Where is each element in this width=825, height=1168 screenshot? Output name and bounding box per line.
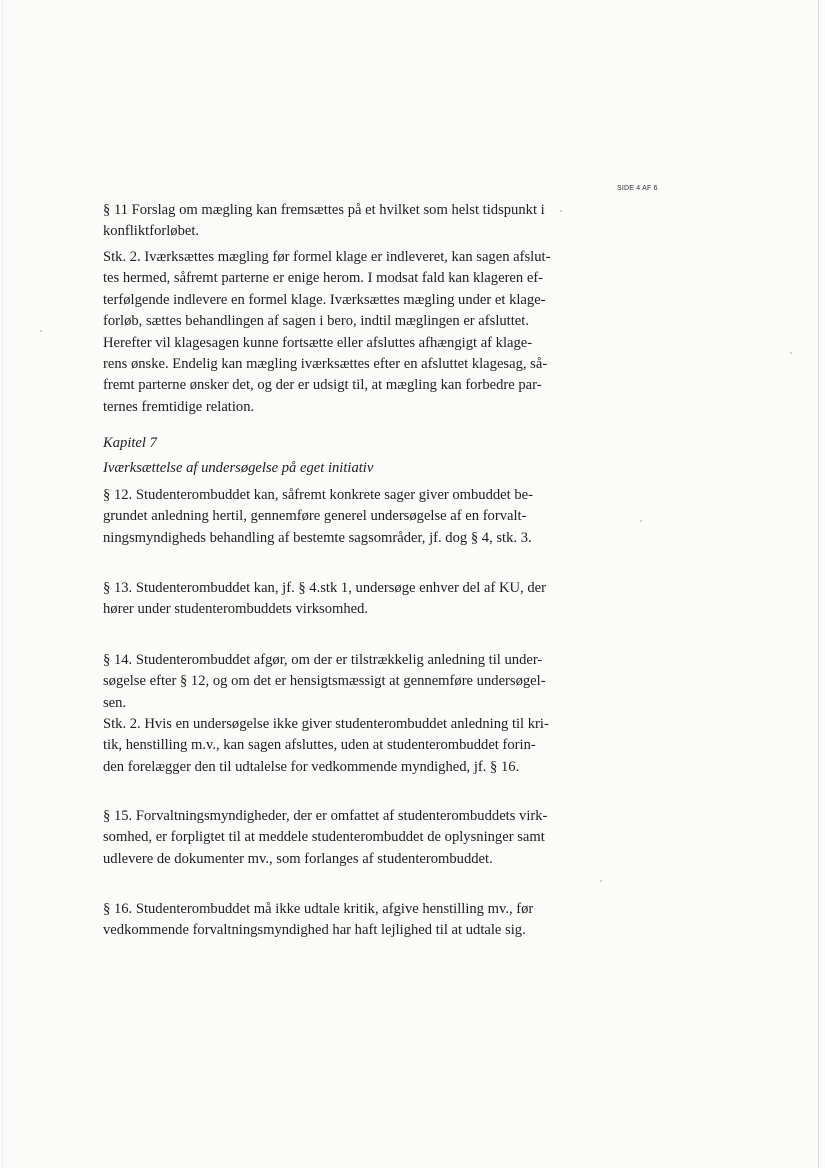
scan-speck xyxy=(790,352,792,354)
page-edge-right xyxy=(818,0,819,1168)
paragraph-s14-stk2 xyxy=(103,714,593,778)
text-line: ternes fremtidige relation. xyxy=(103,398,255,415)
text-line: fremt parterne ønsker det, og der er udsigt til, at mægling kan forbedre par- xyxy=(103,377,542,394)
text-line: hører under studenterombuddets virksomhed. xyxy=(103,601,369,618)
text-line: konfliktforløbet. xyxy=(103,223,200,240)
paragraph-s16 xyxy=(103,899,593,942)
text-line: § 15. Forvaltningsmyndigheder, der er omfattet af studenterombuddets virk- xyxy=(103,808,548,824)
chapter-title-text: Kapitel 7 xyxy=(103,435,157,451)
paragraph-s15 xyxy=(103,806,593,870)
page-number-label: SIDE 4 AF 6 xyxy=(617,185,658,192)
paragraph-s13 xyxy=(103,578,593,621)
text-line: den forelægger den til udtalelse for vedkommende myndighed, jf. § 16. xyxy=(103,758,520,775)
text-line: udlevere de dokumenter mv., som forlanges af studenterombuddet. xyxy=(103,850,493,867)
chapter-subtitle xyxy=(103,458,593,479)
text-line: Stk. 2. Hvis en undersøgelse ikke giver studenterombuddet anledning til kri- xyxy=(103,716,549,732)
text-line: tik, henstilling m.v., kan sagen afsluttes, uden at studenterombuddet forin- xyxy=(103,737,536,754)
chapter-title xyxy=(103,433,593,454)
text-line: § 11 Forslag om mægling kan fremsættes på et hvilket som helst tidspunkt i xyxy=(103,202,545,218)
page-edge-left xyxy=(2,0,3,1168)
text-line: § 13. Studenterombuddet kan, jf. § 4.stk 1, undersøge enhver del af KU, der xyxy=(103,580,546,596)
paragraph-s14 xyxy=(103,650,593,714)
scan-speck xyxy=(600,880,602,882)
text-line: Stk. 2. Iværksættes mægling før formel klage er indleveret, kan sagen afslut- xyxy=(103,249,551,265)
text-line: grundet anledning hertil, gennemføre generel undersøgelse af en forvalt- xyxy=(103,508,527,525)
chapter-subtitle-text: Iværksættelse af undersøgelse på eget initiativ xyxy=(103,460,374,476)
text-line: Herefter vil klagesagen kunne fortsætte eller afsluttes afhængigt af klage- xyxy=(103,334,533,351)
text-line: § 14. Studenterombuddet afgør, om der er tilstrækkelig anledning til under- xyxy=(103,652,543,668)
scan-speck xyxy=(640,520,642,522)
text-line: ningsmyndigheds behandling af bestemte sagsområder, jf. dog § 4, stk. 3. xyxy=(103,529,532,546)
text-line: vedkommende forvaltningsmyndighed har haft lejlighed til at udtale sig. xyxy=(103,922,526,939)
paragraph-s12 xyxy=(103,485,593,549)
text-line: rens ønske. Endelig kan mægling iværksættes efter en afsluttet klagesag, så- xyxy=(103,356,548,373)
text-line: § 16. Studenterombuddet må ikke udtale kritik, afgive henstilling mv., før xyxy=(103,901,534,917)
text-line: somhed, er forpligtet til at meddele studenterombuddet de oplysninger samt xyxy=(103,829,545,846)
paragraph-s11 xyxy=(103,200,593,243)
text-line: søgelse efter § 12, og om det er hensigtsmæssigt at gennemføre undersøgel- xyxy=(103,673,546,690)
paragraph-s11-stk2 xyxy=(103,247,593,418)
text-line: tes hermed, såfremt parterne er enige herom. I modsat fald kan klageren ef- xyxy=(103,270,544,287)
text-line: sen. xyxy=(103,694,127,711)
scan-speck xyxy=(40,330,42,332)
text-line: terfølgende indlevere en formel klage. Iværksættes mægling under et klage- xyxy=(103,291,546,308)
text-line: § 12. Studenterombuddet kan, såfremt konkrete sager giver ombuddet be- xyxy=(103,487,533,503)
text-line: forløb, sættes behandlingen af sagen i bero, indtil mæglingen er afsluttet. xyxy=(103,313,529,330)
